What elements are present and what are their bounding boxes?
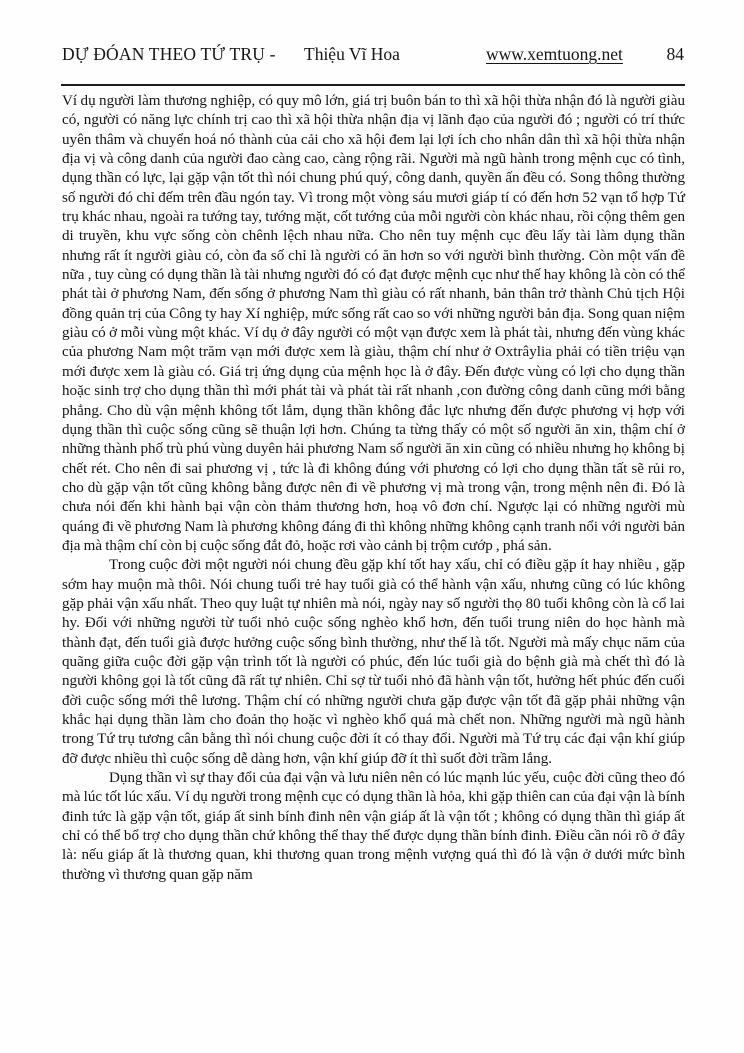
author-name: Thiệu Vĩ Hoa [304,44,400,64]
paragraph-3: Dụng thần vì sự thay đổi của đại vận và lưu niên nên có lúc mạnh lúc yếu, cuộc đời cũng theo đó mà lúc tốt lúc xấu. Ví dụ người trong mệnh cục có dụng thần là hỏa, khi gặp thiên can của đại vận là bính đinh tức là gặp vận tốt, giáp ất sinh bính đinh nên vận giáp ất là vận tốt ; không có dụng thần thì giáp ất chỉ có thể bổ trợ cho dụng thần chứ không thể thay thế được dụng thần bính đinh. Điều cần nói rõ ở đây là: nếu giáp ất là thương quan, khi thương quan trong mệnh vượng quá thì đó là vận ở dưới mức bình thường vì thương quan gặp năm [62,770,685,883]
website-link: www.xemtuong.net [486,44,623,64]
page-body [62,92,685,885]
page-number: 84 [666,44,684,64]
page-header [62,44,684,66]
paragraph-1: Ví dụ người làm thương nghiệp, có quy mô lớn, giá trị buôn bán to thì xã hội thừa nhận đó là người giàu có, người có năng lực chính trị cao thì xã hội thừa nhận địa vị lãnh đạo của người đó ; người có trí thức uyên thâm và chuyển hoá nó thành của cải cho xã hội đem lại lợi ích cho nhân dân thì xã hội thừa nhận địa vị và công danh của người đao càng cao, càng rộng rãi. Người mà ngũ hành trong mệnh cục có tình, dụng thần có lực, lại gặp vận tốt thì nói chung phú quý, công danh, quyền ấn đều có. Song thông thường số người đó chỉ đếm trên đầu ngón tay. Vì trong một vòng sáu mươi giáp tí có đến hơn 52 vạn tổ hợp Tứ trụ khác nhau, ngoài ra tướng tay, tướng mặt, cốt tướng của mỗi người còn khác nhau, rồi cộng thêm gen di truyền, khu vực sống còn chênh lệch nhau nữa. Cho nên tuy mệnh cục đều lấy tài làm dụng thần nhưng rất ít người giàu có, còn đa số chỉ là người có ăn hơn so với người bình thường. Còn một vấn đề nữa , tuy cùng có dụng thần là tài nhưng người đó có đạt được mệnh cục như thế hay không là còn có thể phát tài ở phương Nam, đến sống ở phương Nam thì giàu có rất nhanh, bản thân trở thành Chủ tịch Hội đồng quản trị của Công ty hay Xí nghiệp, mức sống rất cao so với những người bản địa. Song quan niệm giàu có ở mỗi vùng một khác. Ví dụ ở đây người có một vạn được xem là phát tài, nhưng đến vùng khác của phương Nam một trăm vạn mới được xem là giàu, thậm chí như ở Oxtrâylia phải có tiền triệu vạn mới được xem là giàu có. Giá trị ứng dụng của mệnh học là ở đây. Đến được vùng có lợi cho dụng thần hoặc sinh trợ cho dụng thần thì mới phát tài và phát tài rất nhanh ,con đường công danh cũng mới bằng phẳng. Cho dù vận mệnh không tốt lắm, dụng thần không đắc lực nhưng đến được phương vị hợp với dụng thần thì cuộc sống cũng sẽ thuận lợi hơn. Chúng ta từng thấy có một số người ăn xin, thậm chí ở những thành phố trù phú vùng duyên hải phương Nam số người ăn xin cũng có nhiều nhưng họ không bị chết rét. Cho nên đi sai phương vị , tức là đi không đúng với phương có lợi cho dụng thần tất sẽ rủi ro, cho dù gặp vận tốt cũng không bằng được nên đi về phương vị mà trong vận, trong mệnh nên đi. Đó là chưa nói đến khi hành bại vận còn thảm thương hơn, hoạ vô đơn chí. Ngược lại có những người mù quáng đi về phương Nam là phương không đáng đi thì không những không cạnh tranh nổi với người bản địa mà thậm chí còn bị cuộc sống đắt đỏ, hoặc rơi vào cảnh bị trộm cướp , phá sản. [62,93,685,554]
book-title: DỰ ĐÓAN THEO TỨ TRỤ - [62,44,276,64]
paragraph-2: Trong cuộc đời một người nói chung đều gặp khí tốt hay xấu, chỉ có điều gặp ít hay nhiều , gặp sớm hay muộn mà thôi. Nói chung tuổi trẻ hay tuổi già có thể hành vận xấu, nhưng cũng có lúc không gặp phải vận xấu nhất. Theo quy luật tự nhiên mà nói, ngày nay số người thọ 80 tuổi không còn là cổ lai hy. Đối với những người từ tuổi nhỏ cuộc sống nghèo khổ hơn, đến tuổi trung niên do học hành mà thành đạt, đến tuổi già được hưởng cuộc sống bình thường, như thế là tốt. Người mà mấy chục năm của quãng giữa cuộc đời gặp vận trình tốt là người có phúc, đến lúc tuổi già do bệnh già mà chết thì đó là người không gọi là tốt cũng đã rất tự nhiên. Chỉ sợ từ tuổi nhỏ đã hành vận tốt, hưởng hết phúc đến cuối đời cuộc sống mới thê lương. Thậm chí có những người chưa gặp được vận tốt đã gặp phải những vận khắc hại dụng thần làm cho đoản thọ hoặc vì nghèo khổ quá mà chết non. Những người mà ngũ hành trong Tứ trụ tương cân bằng thì nói chung cuộc đời ít có thay đổi. Người mà Tứ trụ các đại vận khí giúp đỡ được nhiều thì cuộc sống dễ dàng hơn, vận khí giúp đỡ ít thì suốt đời trầm lắng. [62,557,685,767]
header-divider [61,84,685,86]
